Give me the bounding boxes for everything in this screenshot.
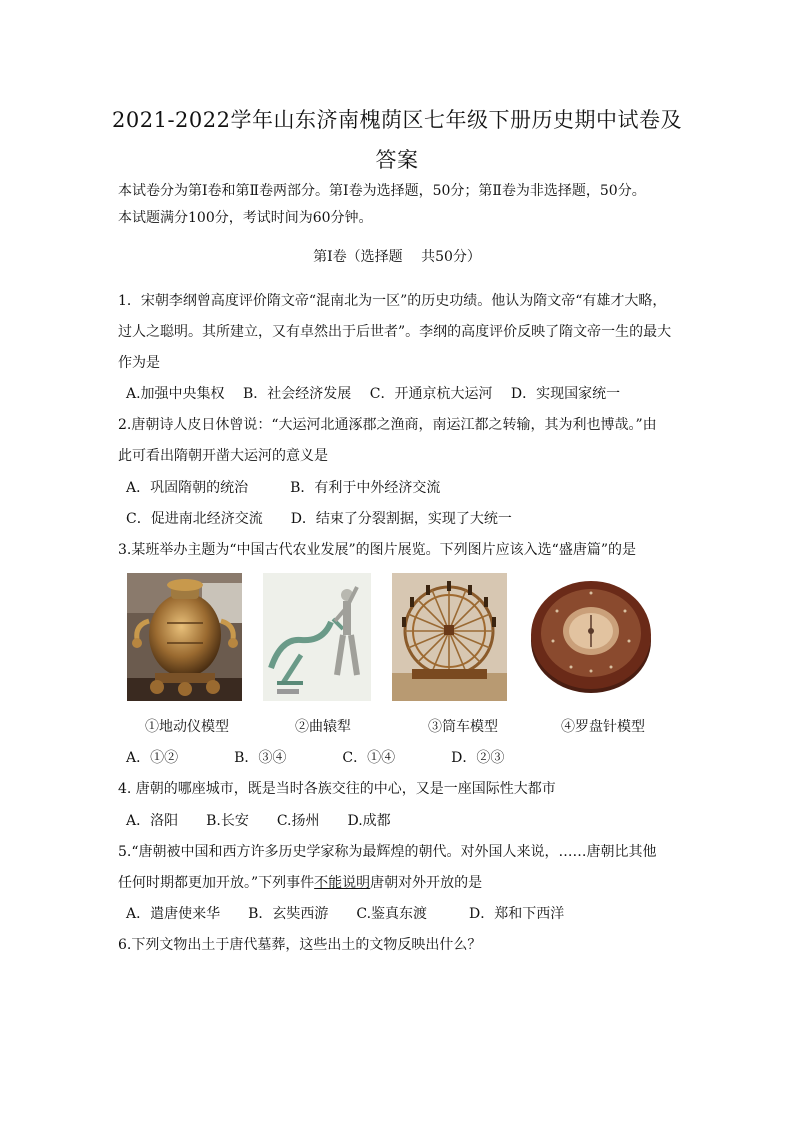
q3-caption-1: ①地动仪模型 [145, 719, 229, 735]
q1-stem-line2: 过人之聪明。其所建立，又有卓然出于后世者”。李纲的高度评价反映了隋文帝一生的最大 [118, 324, 672, 340]
seismograph-image [127, 573, 242, 701]
q5-underlined-phrase: 不能说明 [314, 875, 371, 891]
q2-stem-line2: 此可看出隋朝开凿大运河的意义是 [118, 448, 328, 464]
q2-options-row2: C．促进南北经济交流 D．结束了分裂割据，实现了大统一 [126, 511, 512, 527]
exam-title-line1: 2021-2022学年山东济南槐荫区七年级下册历史期中试卷及 [112, 108, 682, 132]
q2-options-row1: A．巩固隋朝的统治 B．有利于中外经济交流 [126, 480, 441, 496]
q4-options: A．洛阳 B.长安 C.扬州 D.成都 [126, 813, 391, 829]
section-heading: 第Ⅰ卷（选择题 共50分） [313, 249, 481, 265]
q4-stem-line1: 4. 唐朝的哪座城市，既是当时各族交往的中心，又是一座国际性大都市 [118, 781, 556, 797]
q1-stem-line3: 作为是 [118, 355, 160, 371]
q3-caption-4: ④罗盘针模型 [561, 719, 645, 735]
q3-caption-2: ②曲辕犁 [295, 719, 351, 735]
q3-caption-3: ③筒车模型 [428, 719, 498, 735]
intro-line2: 本试题满分100分，考试时间为60分钟。 [118, 210, 373, 226]
q3-stem-line1: 3.某班举办主题为“中国古代农业发展”的图片展览。下列图片应该入选“盛唐篇”的是 [118, 542, 636, 558]
q5-options: A．遣唐使来华 B．玄奘西游 C.鉴真东渡 D．郑和下西洋 [126, 906, 565, 922]
q1-stem-line1: 1．宋朝李纲曾高度评价隋文帝“混南北为一区”的历史功绩。他认为隋文帝“有雄才大略， [118, 293, 667, 309]
compass-image [527, 571, 655, 699]
q5-stem-line2-pre: 任何时期都更加开放。”下列事件 [118, 875, 315, 891]
q3-options: A．①② B．③④ C．①④ D．②③ [126, 750, 505, 766]
q2-stem-line1: 2.唐朝诗人皮日休曾说：“大运河北通涿郡之渔商，南运江都之转输，其为利也博哉。”由 [118, 417, 657, 433]
q5-stem-line2-post: 唐朝对外开放的是 [370, 875, 483, 891]
intro-line1: 本试卷分为第Ⅰ卷和第Ⅱ卷两部分。第Ⅰ卷为选择题，50分；第Ⅱ卷为非选择题，50分。 [118, 183, 646, 199]
exam-title-line2: 答案 [375, 148, 419, 172]
q1-options: A.加强中央集权 B．社会经济发展 C．开通京杭大运河 D．实现国家统一 [126, 386, 621, 402]
q6-stem-line1: 6.下列文物出土于唐代墓葬，这些出土的文物反映出什么？ [118, 937, 482, 953]
plough-image [263, 573, 371, 701]
q5-stem-line1: 5.“唐朝被中国和西方许多历史学家称为最辉煌的朝代。对外国人来说，……唐朝比其他 [118, 844, 657, 860]
q5-stem-line2 [118, 872, 482, 892]
waterwheel-image [392, 573, 507, 701]
